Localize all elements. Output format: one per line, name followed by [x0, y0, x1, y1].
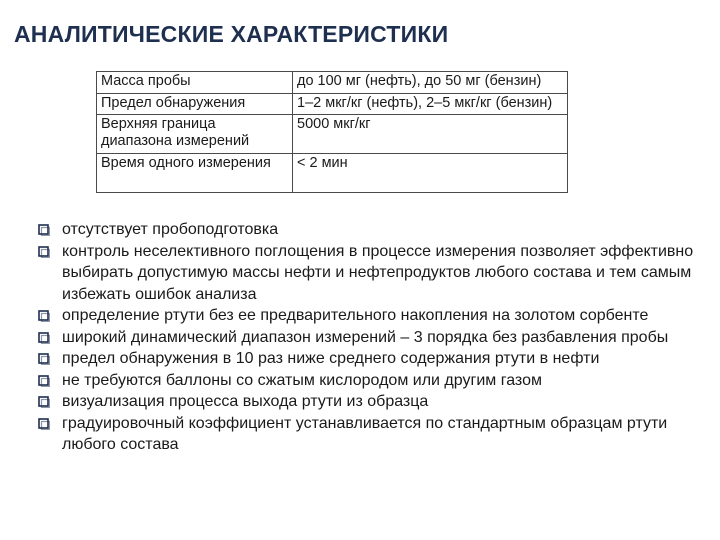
table-cell-value: < 2 мин — [293, 154, 568, 193]
hollow-square-bullet-icon — [38, 332, 50, 344]
hollow-square-bullet-icon — [38, 353, 50, 365]
characteristics-table — [96, 71, 568, 193]
hollow-square-bullet-icon — [38, 396, 50, 408]
table-cell-value: до 100 мг (нефть), до 50 мг (бензин) — [293, 72, 568, 94]
list-item — [38, 241, 698, 306]
list-item — [38, 391, 698, 413]
list-item-text: контроль неселективного поглощения в процессе измерения позволяет эффективно выбирать допустимую массы нефти и нефтепродуктов любого состава и тем самым избежать ошибок анализа — [62, 242, 694, 303]
list-item — [38, 327, 698, 349]
list-item — [38, 370, 698, 392]
list-item-text: визуализация процесса выхода ртути из образца — [62, 393, 429, 410]
list-item-text: определение ртути без ее предварительного накопления на золотом сорбенте — [62, 307, 649, 324]
table-cell-value: 5000 мкг/кг — [293, 115, 568, 154]
hollow-square-bullet-icon — [38, 310, 50, 322]
table-cell-param: Верхняя граница диапазона измерений — [97, 115, 293, 154]
hollow-square-bullet-icon — [38, 375, 50, 387]
list-item — [38, 219, 698, 241]
table-cell-value: 1–2 мкг/кг (нефть), 2–5 мкг/кг (бензин) — [293, 94, 568, 115]
advantages-list — [38, 219, 698, 456]
list-item-text: отсутствует пробоподготовка — [62, 221, 279, 238]
table-row — [97, 72, 568, 94]
hollow-square-bullet-icon — [38, 418, 50, 430]
list-item-text: широкий динамический диапазон измерений – 3 порядка без разбавления пробы — [62, 328, 669, 346]
list-item-text: не требуются баллоны со сжатым кислородом или другим газом — [62, 371, 542, 389]
hollow-square-bullet-icon — [38, 224, 50, 236]
list-item — [38, 305, 698, 327]
page-title: АНАЛИТИЧЕСКИЕ ХАРАКТЕРИСТИКИ — [14, 21, 449, 47]
list-item-text: градуировочный коэффициент устанавливается по стандартным образцам ртути любого состава — [62, 414, 668, 453]
table-cell-param: Предел обнаружения — [97, 94, 293, 115]
table-cell-param: Время одного измерения — [97, 154, 293, 193]
list-item — [38, 413, 698, 456]
table-row — [97, 94, 568, 115]
table-cell-param: Масса пробы — [97, 72, 293, 94]
table-row — [97, 154, 568, 193]
table-row — [97, 115, 568, 154]
list-item-text: предел обнаружения в 10 раз ниже среднего содержания ртути в нефти — [62, 350, 600, 367]
list-item — [38, 348, 698, 370]
hollow-square-bullet-icon — [38, 246, 50, 258]
